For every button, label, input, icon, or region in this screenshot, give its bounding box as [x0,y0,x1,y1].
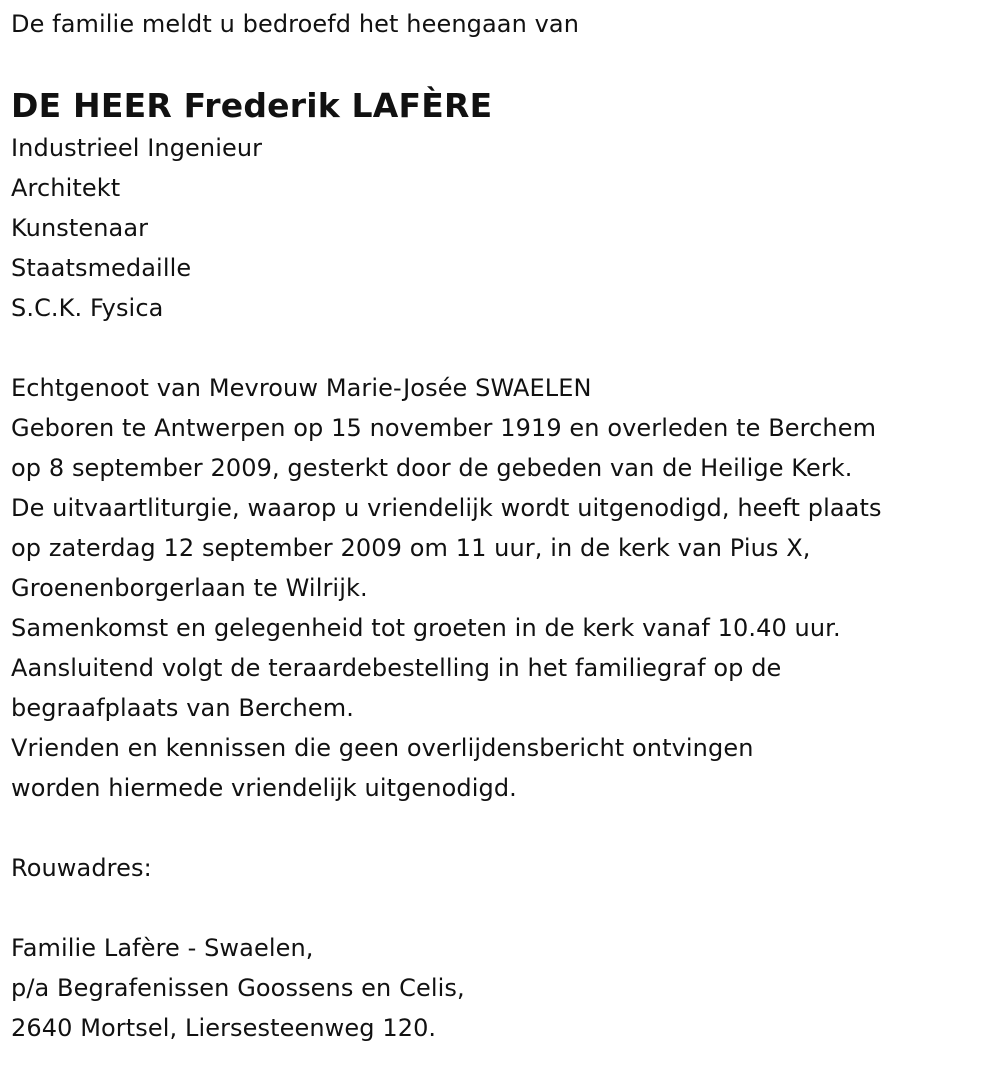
title-line: Industrieel Ingenieur [11,134,263,162]
body-line: Samenkomst en gelegenheid tot groeten in de kerk vanaf 10.40 uur. [11,614,841,642]
address-line: 2640 Mortsel, Liersesteenweg 120. [11,1014,437,1042]
body-line: op 8 september 2009, gesterkt door de gebeden van de Heilige Kerk. [11,454,853,482]
body-text [11,368,1000,808]
address-label: Rouwadres: [11,854,152,882]
body-line: De uitvaartliturgie, waarop u vriendelijk wordt uitgenodigd, heeft plaats [11,494,882,522]
body-line: Groenenborgerlaan te Wilrijk. [11,574,368,602]
title-line: Staatsmedaille [11,254,192,282]
title-line: Kunstenaar [11,214,149,242]
address-line: Familie Lafère - Swaelen, [11,934,314,962]
body-line: Vrienden en kennissen die geen overlijdensbericht ontvingen [11,734,754,762]
titles-list [11,128,1000,328]
spacer [11,888,1000,928]
body-line: Geboren te Antwerpen op 15 november 1919 en overleden te Berchem [11,414,877,442]
mourning-address [11,928,1000,1048]
body-line: begraafplaats van Berchem. [11,694,354,722]
title-line: Architekt [11,174,121,202]
body-line: Echtgenoot van Mevrouw Marie-Josée SWAELEN [11,374,592,402]
spacer [11,328,1000,368]
body-line: Aansluitend volgt de teraardebestelling in het familiegraf op de [11,654,782,682]
spacer [11,808,1000,848]
intro-text: De familie meldt u bedroefd het heengaan van [11,10,580,38]
body-line: worden hiermede vriendelijk uitgenodigd. [11,774,517,802]
address-line: p/a Begrafenissen Goossens en Celis, [11,974,465,1002]
title-line: S.C.K. Fysica [11,294,164,322]
body-line: op zaterdag 12 september 2009 om 11 uur, in de kerk van Pius X, [11,534,811,562]
deceased-name: DE HEER Frederik LAFÈRE [11,86,493,125]
